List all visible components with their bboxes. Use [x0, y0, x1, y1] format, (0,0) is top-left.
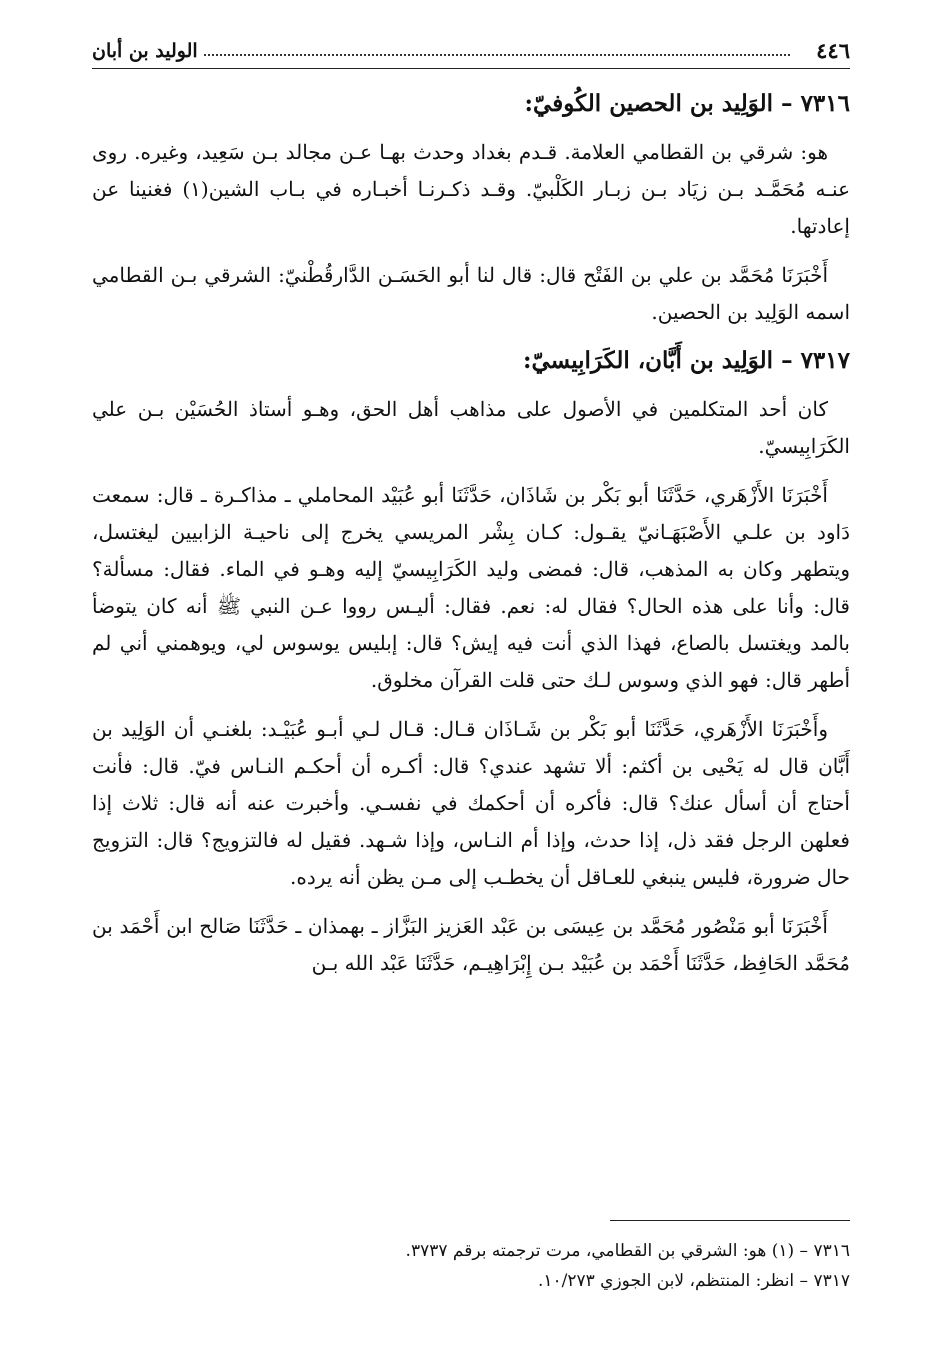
footnote-divider — [610, 1220, 850, 1221]
paragraph: كان أحد المتكلمين في الأصول على مذاهب أهل الحق، وهـو أستاذ الحُسَيْن بـن علي الكَرَابِيسيّ. — [92, 397, 850, 458]
footnotes — [92, 1236, 850, 1296]
paragraph: أَخْبَرَنَا أبو مَنْصُور مُحَمَّد بن عِيسَى بن عَبْد العَزيز البَزَّاز ـ بهمذان ـ حَدَّثَنَا صَالح ابن أَحْمَد بن مُحَمَّد الحَافِظ، حَدَّثَنَا أَحْمَد بن عُبَيْد بـن إِبْرَاهِيـم، حَدَّثَنَا عَبْد الله بـن — [92, 914, 850, 975]
page-number: ٤٤٦ — [816, 38, 850, 63]
page-header — [92, 36, 850, 69]
footnote: ٧٣١٦ – (١) هو: الشرقي بن القطامي، مرت ترجمته برقم ٣٧٣٧. — [405, 1241, 850, 1261]
paragraph: أَخْبَرَنَا الأَزْهَري، حَدَّثَنَا أبو بَكْر بن شَاذَان، حَدَّثَنَا أبو عُبَيْد المحاملي ـ مذاكـرة ـ قال: سمعت دَاود بن علـي الأَصْبَهَـانيّ يقـول: كـان بِشْر المريسي يخرج إلى ناحيـة الزابيين ليغتسل، ويتطهر وكان به المذهب، قال: فمضى وليد الكَرَابِيسيّ إليه وهـو في الماء. فقال: مسألة؟ قال: وأنا على هذه الحال؟ فقال له: نعم. فقال: أليـس رووا عـن النبي ﷺ أنه كان يتوضأ بالمد ويغتسل بالصاع، فهذا الذي أنت فيه إيش؟ قال: إبليس يوسوس لي، ويوهمني أني لم أطهر قال: فهو الذي وسوس لـك حتى قلت القرآن مخلوق. — [92, 483, 850, 692]
running-title: الوليد بن أبان — [92, 40, 198, 62]
paragraph: وأَخْبَرَنَا الأَزْهَري، حَدَّثَنَا أبو بَكْر بن شَـاذَان قـال: قـال لـي أبـو عُبَيْـد: بلغنـي أن الوَلِيد بن أَبَّان قال له يَحْيى بن أكثم: ألا تشهد عندي؟ قال: أكـره أن أحكـم النـاس فيّ. قال: فأنت أحتاج أن أسأل عنك؟ قال: فأكره أن أحكمك في نفسـي. وأخبرت عنه أنه قال: ثلاث إذا فعلهن الرجل فقد ذل، إذا حدث، وإذا أم النـاس، وإذا شـهد. فقيل له فالتزويج؟ قال: التزويج حال ضرورة، فليس ينبغي للعـاقل أن يخطـب إلى مـن يظن أنه يرده. — [92, 717, 850, 889]
paragraph: أَخْبَرَنَا مُحَمَّد بن علي بن الفَتْح قال: قال لنا أبو الحَسَـن الدَّارقُطْنيّ: الشرقي بـن القطامي اسمه الوَلِيد بن الحصين. — [92, 263, 850, 324]
paragraph: هو: شرقي بن القطامي العلامة. قـدم بغداد وحدث بهـا عـن مجالد بـن سَعِيد، وغيره. روى عنـه مُحَمَّـد بـن زيَاد بـن زبـار الكَلْبيّ. وقـد ذكـرنـا أخبـاره في بـاب الشين(١) فغنينا عن إعادتها. — [92, 140, 850, 238]
page-body — [92, 80, 850, 994]
dotted-leader — [204, 54, 790, 56]
footnote: ٧٣١٧ – انظر: المنتظم، لابن الجوزي ١٠/٢٧٣. — [537, 1271, 850, 1291]
entry-heading: ٧٣١٦ – الوَلِيد بن الحصين الكُوفيّ: — [524, 90, 850, 117]
entry-heading: ٧٣١٧ – الوَلِيد بن أَبَّان، الكَرَابِيسيّ: — [523, 347, 850, 374]
